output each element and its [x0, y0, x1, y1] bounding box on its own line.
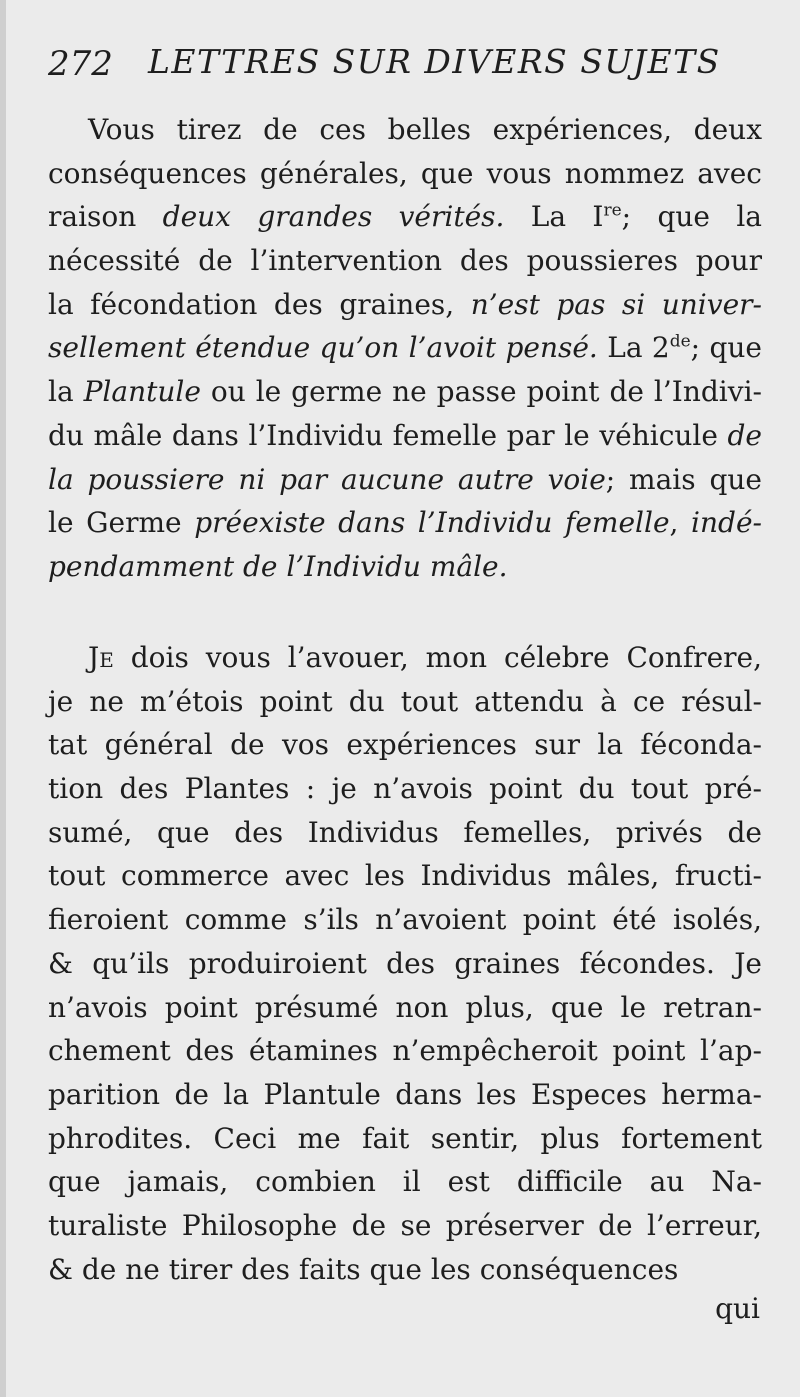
- text-line: [48, 680, 762, 724]
- text-line: [48, 723, 762, 767]
- paragraph-1: [48, 108, 762, 589]
- italic-text: n’est pas si univer-: [470, 287, 762, 321]
- text-run: la: [48, 375, 84, 409]
- superscript: de: [669, 332, 691, 353]
- italic-text: deux grandes vérités.: [162, 200, 505, 234]
- text-run: Vous tirez de ces belles expériences, deux: [88, 113, 762, 146]
- italic-text: indé-: [691, 506, 762, 540]
- paragraph-2: [48, 636, 762, 1291]
- text-line: [48, 1117, 762, 1161]
- text-run: parition de la Plantule dans les Especes herma-: [48, 1077, 762, 1111]
- text-line: [48, 370, 762, 414]
- text-line: [48, 458, 762, 502]
- text-line: [48, 1073, 762, 1117]
- text-line: [48, 1248, 762, 1292]
- page-header: [48, 42, 760, 92]
- text-line: [48, 942, 762, 986]
- catchword: qui: [715, 1292, 760, 1325]
- text-line: [48, 501, 762, 545]
- text-line: [48, 239, 762, 283]
- text-run: sumé, que des Individus femelles, privés de: [48, 815, 762, 849]
- text-run: du mâle dans l’Individu femelle par le véhicule: [48, 418, 728, 452]
- text-run: fieroient comme s’ils n’avoient point été isolés,: [48, 903, 762, 937]
- text-line: [48, 283, 762, 327]
- text-run: ; mais que: [605, 462, 762, 496]
- text-run: chement des étamines n’empêcheroit point l’ap-: [48, 1034, 762, 1068]
- text-run: raison: [48, 200, 163, 234]
- text-run: je ne m’étois point du tout attendu à ce résul-: [48, 684, 762, 718]
- text-line: [48, 854, 762, 898]
- text-run: conséquences générales, que vous nommez avec: [48, 156, 762, 190]
- text-run: tion des Plantes : je n’avois point du tout pré-: [48, 772, 762, 806]
- text-line: [48, 767, 762, 811]
- text-run: turaliste Philosophe de se préserver de l’erreur,: [48, 1208, 762, 1242]
- text-line: [48, 811, 762, 855]
- text-run: ,: [669, 506, 692, 540]
- text-line: [48, 898, 762, 942]
- italic-text: la poussiere ni par aucune autre voie: [48, 462, 606, 496]
- text-line: [48, 326, 762, 370]
- text-line: [48, 195, 762, 239]
- text-run: nécessité de l’intervention des poussieres pour: [48, 244, 762, 278]
- running-title: LETTRES SUR DIVERS SUJETS: [148, 42, 721, 81]
- text-run: ; que la: [621, 200, 762, 234]
- text-run: tat général de vos expériences sur la féconda-: [48, 728, 762, 762]
- text-run: que jamais, combien il est difficile au Na-: [48, 1165, 762, 1199]
- text-run: phrodites. Ceci me fait sentir, plus fortement: [48, 1121, 762, 1155]
- text-run: & de ne tirer des faits que les conséquences: [48, 1252, 679, 1286]
- text-run: ou le germe ne passe point de l’Indivi-: [200, 375, 762, 409]
- text-line: [48, 986, 762, 1030]
- italic-text: préexiste dans l’Individu femelle: [194, 506, 670, 540]
- text-line: [48, 1204, 762, 1248]
- text-line: [48, 414, 762, 458]
- text-line: [48, 1160, 762, 1204]
- italic-text: de: [727, 418, 762, 452]
- italic-text: sellement étendue qu’on l’avoit pensé.: [48, 331, 598, 365]
- text-line: [48, 108, 762, 152]
- italic-text: pendamment de l’Individu mâle.: [48, 549, 508, 583]
- text-run: E: [99, 648, 114, 672]
- text-run: tout commerce avec les Individus mâles, fructi-: [48, 859, 762, 893]
- text-run: La 2: [597, 331, 670, 365]
- text-line: [48, 152, 762, 196]
- text-run: n’avois point présumé non plus, que le retran-: [48, 990, 762, 1024]
- text-run: dois vous l’avouer, mon célebre Confrere,: [113, 641, 762, 674]
- text-run: ; que: [690, 331, 762, 365]
- text-line: [48, 1029, 762, 1073]
- text-run: la fécondation des graines,: [48, 287, 471, 321]
- text-run: J: [88, 641, 100, 674]
- text-run: & qu’ils produiroient des graines fécondes. Je: [48, 946, 762, 980]
- text-line: [48, 545, 762, 589]
- text-line: [48, 636, 762, 680]
- text-run: La I: [504, 200, 604, 234]
- italic-text: Plantule: [83, 375, 201, 409]
- text-run: le Germe: [48, 506, 195, 540]
- page-number: 272: [48, 44, 113, 84]
- superscript: re: [603, 201, 622, 222]
